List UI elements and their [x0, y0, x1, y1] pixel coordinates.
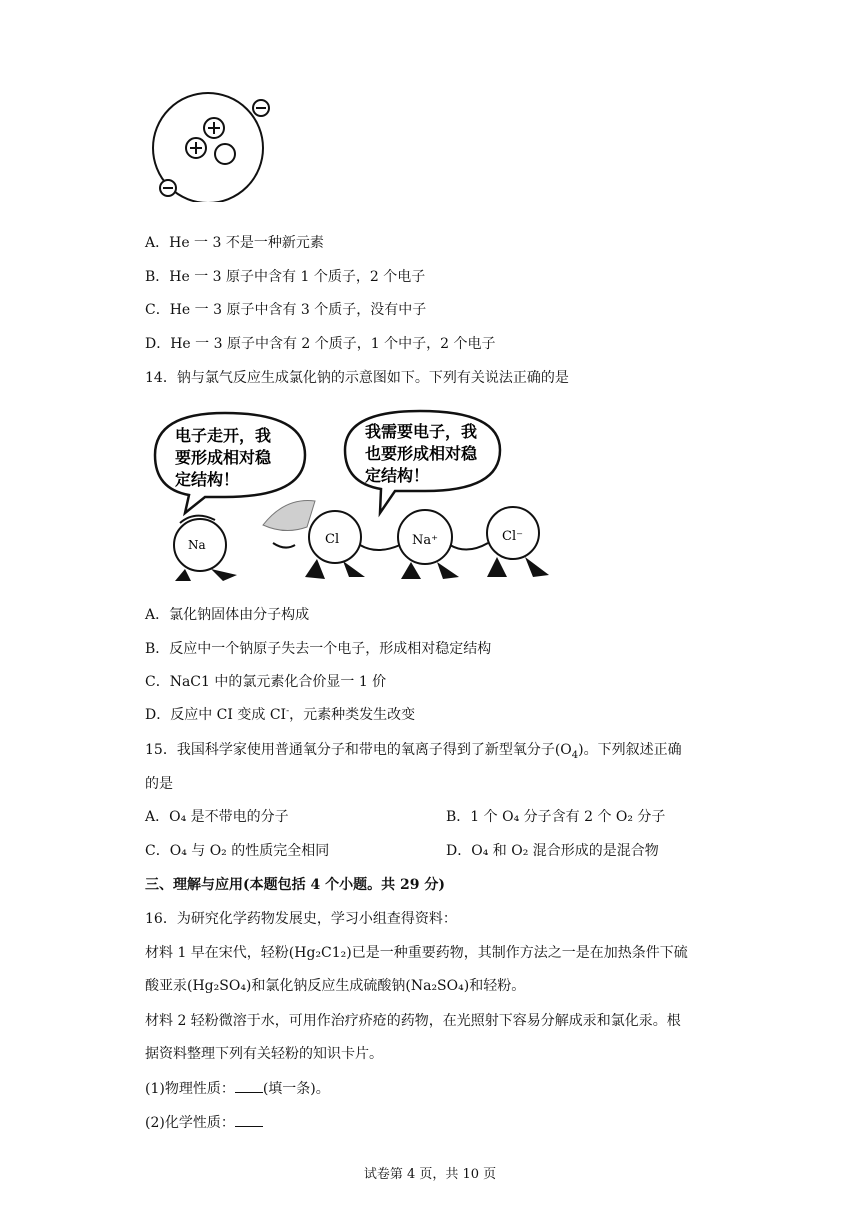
cl-label: Cl [325, 532, 340, 547]
neutron [215, 144, 235, 164]
q14-option-d-pre: D．反应中 CI 变成 CI [145, 707, 287, 723]
bubble-right-line-3: 定结构！ [365, 466, 430, 485]
na-ion-label: Na⁺ [412, 533, 438, 548]
bubble-right-line-2: 也要形成相对稳 [365, 444, 478, 463]
q16-part-1-post: (填一条)。 [262, 1081, 330, 1097]
section-3-title: 三、理解与应用(本题包括 4 个小题。共 29 分) [145, 877, 445, 893]
q16-part-1 [145, 1078, 330, 1098]
q14-option-d-post: ，元素种类发生改变 [289, 707, 416, 723]
na-ion-character [398, 510, 459, 579]
q15-option-d: D．O₄ 和 O₂ 混合形成的是混合物 [446, 843, 659, 859]
q15-option-b: B．1 个 O₄ 分子含有 2 个 O₂ 分子 [446, 809, 666, 825]
q14-option-d [145, 704, 415, 724]
electron-top [253, 100, 269, 116]
q15-stem-line-2: 的是 [145, 776, 173, 792]
proton-2 [186, 138, 206, 158]
cl-character [305, 511, 365, 579]
proton-1 [204, 118, 224, 138]
q16-material-2-line-1: 材料 2 轻粉微溶于水，可用作治疗疥疮的药物，在光照射下容易分解成汞和氯化汞。根 [145, 1013, 681, 1029]
q16-material-1-line-2: 酸亚汞(Hg₂SO₄)和氯化钠反应生成硫酸钠(Na₂SO₄)和轻粉。 [145, 978, 526, 994]
q16-material-1-line-1: 材料 1 早在宋代，轻粉(Hg₂C1₂)已是一种重要药物，其制作方法之一是在加热条件下硫 [145, 945, 688, 961]
page-footer: 试卷第 4 页，共 10 页 [363, 1167, 497, 1182]
q15-stem-post: )。下列叙述正确 [578, 742, 682, 758]
bubble-left-line-2: 要形成相对稳 [175, 448, 272, 467]
q15-option-a: A．O₄ 是不带电的分子 [145, 809, 289, 825]
q13-option-c: C．He 一 3 原子中含有 3 个质子，没有中子 [145, 302, 427, 318]
q16-part-2-blank[interactable] [235, 1114, 263, 1127]
q15-option-c: C．O₄ 与 O₂ 的性质完全相同 [145, 843, 330, 859]
q14-option-d-sup: - [286, 706, 290, 717]
q16-stem: 16．为研究化学药物发展史，学习小组查得资料： [145, 911, 457, 927]
sodium-chlorine-cartoon [145, 405, 565, 585]
na-label: Na [188, 538, 206, 552]
cl-ion-character [487, 507, 549, 577]
na-character [174, 516, 237, 581]
q16-material-2-line-2: 据资料整理下列有关轻粉的知识卡片。 [145, 1046, 383, 1062]
q16-part-1-pre: (1)物理性质： [145, 1081, 235, 1097]
bubble-right-line-1: 我需要电子，我 [365, 422, 478, 441]
q15-stem-pre: 15．我国科学家使用普通氧分子和带电的氧离子得到了新型氧分子(O [145, 742, 572, 758]
q14-stem: 14．钠与氯气反应生成氯化钠的示意图如下。下列有关说法正确的是 [145, 370, 569, 386]
q15-stem-sub: 4 [571, 749, 579, 761]
q13-option-d: D．He 一 3 原子中含有 2 个质子，1 个中子，2 个电子 [145, 336, 496, 352]
q15-stem [145, 739, 682, 761]
q16-part-2-pre: (2)化学性质： [145, 1115, 235, 1131]
bubble-left-line-1: 电子走开，我 [175, 426, 272, 445]
q13-option-b: B．He 一 3 原子中含有 1 个质子，2 个电子 [145, 269, 426, 285]
q13-option-a: A．He 一 3 不是一种新元素 [145, 235, 324, 251]
q14-option-a: A．氯化钠固体由分子构成 [145, 607, 310, 623]
q16-part-2 [145, 1112, 263, 1132]
q14-option-b: B．反应中一个钠原子失去一个电子，形成相对稳定结构 [145, 641, 492, 657]
cl-ion-label: Cl⁻ [502, 529, 523, 544]
atom-diagram [140, 90, 280, 202]
q16-part-1-blank[interactable] [235, 1080, 263, 1093]
electron-bottom [160, 180, 176, 196]
bubble-left-line-3: 定结构！ [175, 470, 240, 489]
q14-option-c: C．NaC1 中的氯元素化合价显一 1 价 [145, 674, 387, 690]
